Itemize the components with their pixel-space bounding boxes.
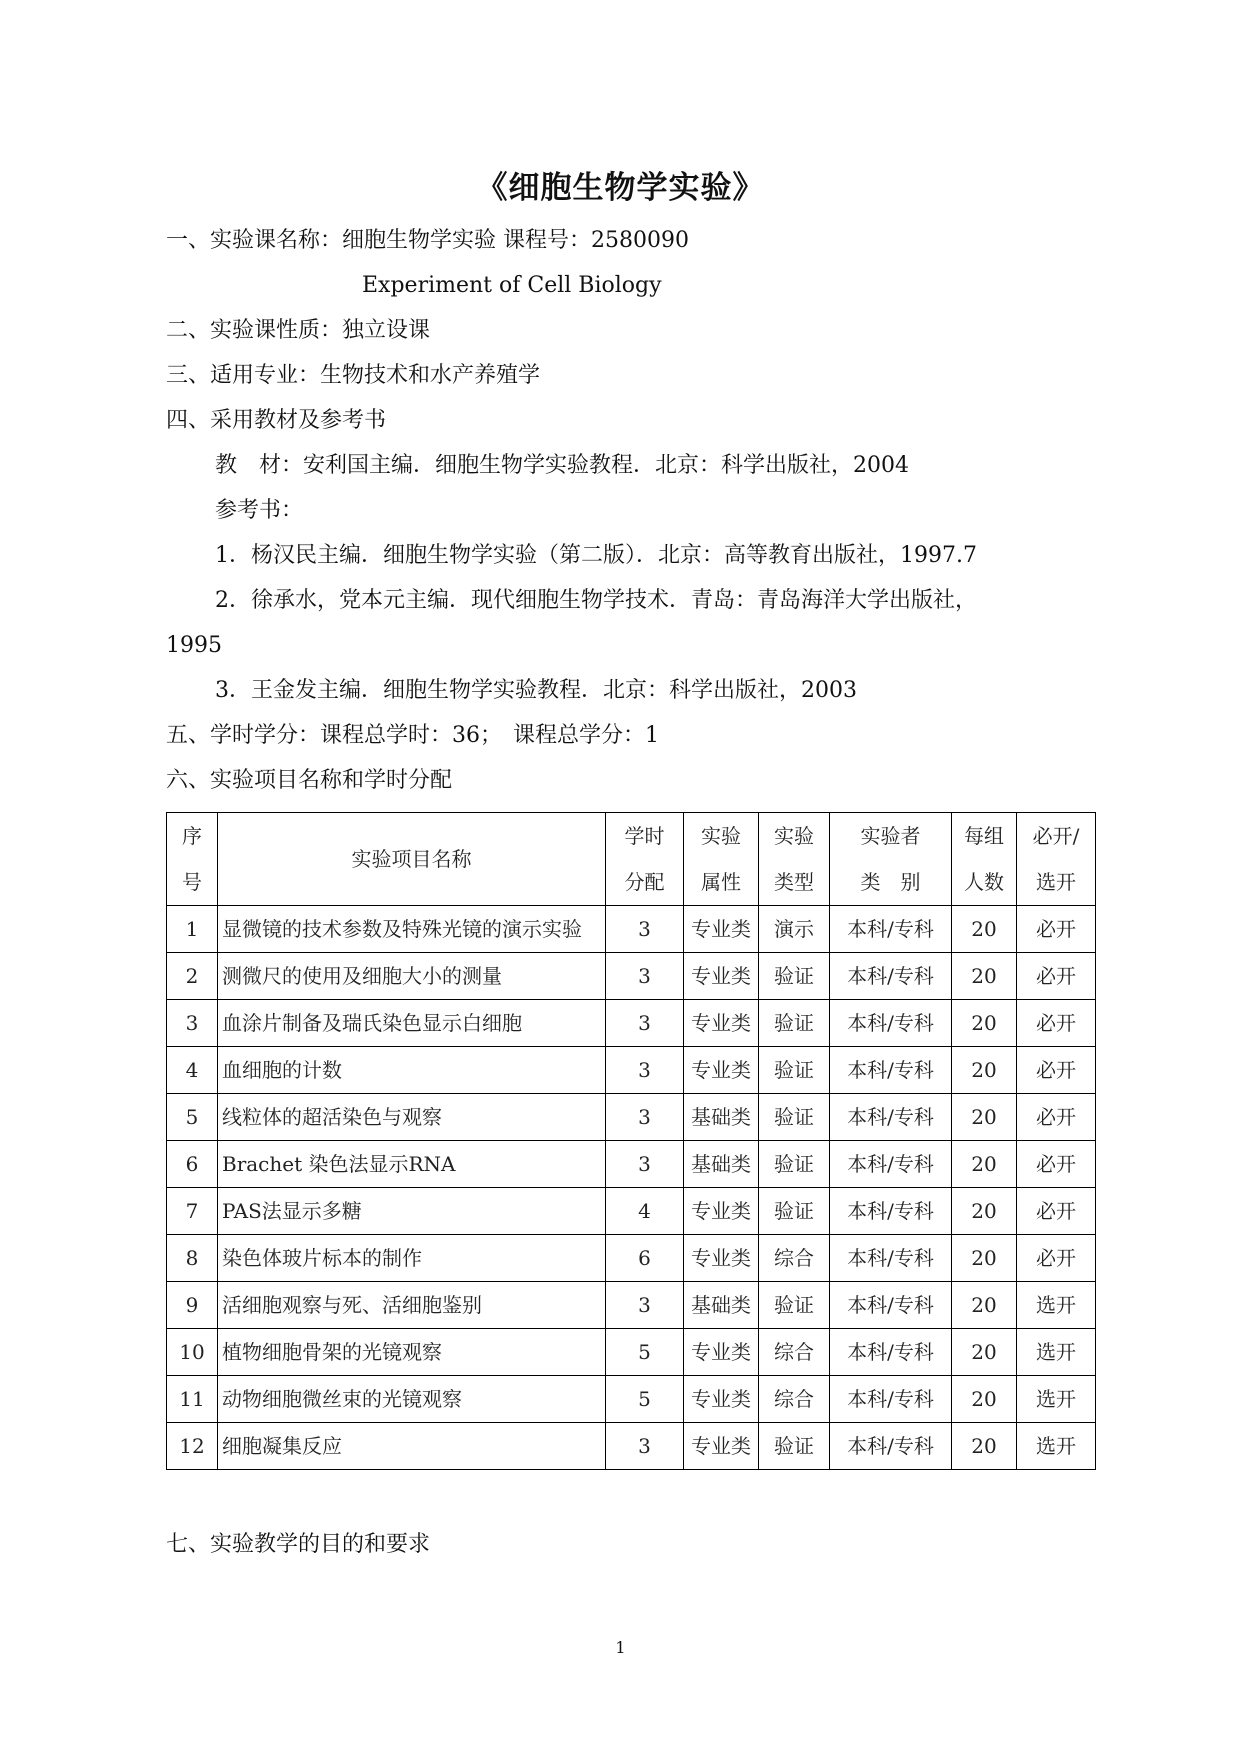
course-code: 2580090 — [591, 228, 690, 253]
cell-hours: 3 — [606, 1094, 684, 1141]
cell-no: 12 — [167, 1423, 218, 1470]
cell-attribute: 基础类 — [684, 1282, 759, 1329]
cell-participants: 本科/专科 — [830, 906, 952, 953]
major-line — [166, 361, 540, 391]
header-no: 序 号 — [167, 813, 218, 906]
header-participants: 实验者 类 别 — [830, 813, 952, 906]
cell-group-size: 20 — [952, 1282, 1017, 1329]
cell-attribute: 专业类 — [684, 906, 759, 953]
cell-no: 11 — [167, 1376, 218, 1423]
table-row — [167, 1000, 1096, 1047]
table-row — [167, 953, 1096, 1000]
cell-required: 必开 — [1017, 906, 1096, 953]
cell-hours: 3 — [606, 1282, 684, 1329]
cell-hours: 3 — [606, 953, 684, 1000]
cell-type: 验证 — [759, 1000, 830, 1047]
course-nature-label: 二、实验课性质： — [166, 318, 343, 343]
cell-group-size: 20 — [952, 1000, 1017, 1047]
cell-required: 必开 — [1017, 1141, 1096, 1188]
cell-group-size: 20 — [952, 1188, 1017, 1235]
cell-attribute: 专业类 — [684, 1329, 759, 1376]
cell-type: 演示 — [759, 906, 830, 953]
reference-3: 3．王金发主编．细胞生物学实验教程．北京：科学出版社，2003 — [215, 678, 857, 703]
cell-participants: 本科/专科 — [830, 1047, 952, 1094]
textbook-label: 教 材： — [215, 453, 304, 478]
reference-2-line-1: 2．徐承水，党本元主编．现代细胞生物学技术．青岛：青岛海洋大学出版社， — [215, 588, 977, 613]
table-row — [167, 906, 1096, 953]
credits-line: 五、学时学分：课程总学时：36； 课程总学分：1 — [166, 723, 659, 748]
cell-name: Brachet 染色法显示RNA — [218, 1141, 606, 1188]
cell-participants: 本科/专科 — [830, 1188, 952, 1235]
cell-no: 1 — [167, 906, 218, 953]
table-row — [167, 1141, 1096, 1188]
table-heading: 六、实验项目名称和学时分配 — [166, 768, 453, 793]
cell-type: 验证 — [759, 1282, 830, 1329]
cell-hours: 3 — [606, 1423, 684, 1470]
cell-no: 10 — [167, 1329, 218, 1376]
cell-participants: 本科/专科 — [830, 1141, 952, 1188]
table-row — [167, 1329, 1096, 1376]
cell-participants: 本科/专科 — [830, 1094, 952, 1141]
cell-name: 血涂片制备及瑞氏染色显示白细胞 — [218, 1000, 606, 1047]
cell-hours: 4 — [606, 1188, 684, 1235]
cell-group-size: 20 — [952, 1423, 1017, 1470]
cell-no: 9 — [167, 1282, 218, 1329]
cell-name: 测微尺的使用及细胞大小的测量 — [218, 953, 606, 1000]
cell-attribute: 专业类 — [684, 1376, 759, 1423]
table-row — [167, 1188, 1096, 1235]
cell-type: 验证 — [759, 1047, 830, 1094]
table-row — [167, 1376, 1096, 1423]
cell-hours: 5 — [606, 1329, 684, 1376]
page-number: 1 — [615, 1638, 626, 1657]
cell-group-size: 20 — [952, 1047, 1017, 1094]
cell-group-size: 20 — [952, 1329, 1017, 1376]
cell-required: 选开 — [1017, 1282, 1096, 1329]
textbook-heading: 四、采用教材及参考书 — [166, 408, 387, 433]
header-attribute: 实验 属性 — [684, 813, 759, 906]
header-name: 实验项目名称 — [218, 813, 606, 906]
course-name-cn: 细胞生物学实验 — [342, 228, 497, 253]
cell-name: 动物细胞微丝束的光镜观察 — [218, 1376, 606, 1423]
cell-participants: 本科/专科 — [830, 1376, 952, 1423]
reference-2-line-2: 1995 — [166, 633, 222, 658]
cell-no: 3 — [167, 1000, 218, 1047]
cell-name: 线粒体的超活染色与观察 — [218, 1094, 606, 1141]
course-name-label: 一、实验课名称： — [166, 228, 343, 253]
cell-attribute: 基础类 — [684, 1141, 759, 1188]
cell-attribute: 基础类 — [684, 1094, 759, 1141]
cell-no: 6 — [167, 1141, 218, 1188]
cell-type: 验证 — [759, 1141, 830, 1188]
major-label: 三、适用专业： — [166, 363, 321, 388]
cell-hours: 6 — [606, 1235, 684, 1282]
cell-group-size: 20 — [952, 906, 1017, 953]
cell-group-size: 20 — [952, 1235, 1017, 1282]
cell-participants: 本科/专科 — [830, 1329, 952, 1376]
cell-no: 4 — [167, 1047, 218, 1094]
cell-required: 必开 — [1017, 953, 1096, 1000]
cell-attribute: 专业类 — [684, 953, 759, 1000]
cell-type: 验证 — [759, 1188, 830, 1235]
major-value: 生物技术和水产养殖学 — [320, 363, 541, 388]
cell-name: 细胞凝集反应 — [218, 1423, 606, 1470]
cell-required: 选开 — [1017, 1376, 1096, 1423]
cell-attribute: 专业类 — [684, 1000, 759, 1047]
cell-required: 必开 — [1017, 1000, 1096, 1047]
cell-hours: 3 — [606, 1047, 684, 1094]
cell-no: 8 — [167, 1235, 218, 1282]
cell-hours: 5 — [606, 1376, 684, 1423]
cell-group-size: 20 — [952, 1141, 1017, 1188]
cell-required: 必开 — [1017, 1188, 1096, 1235]
cell-no: 7 — [167, 1188, 218, 1235]
cell-no: 5 — [167, 1094, 218, 1141]
course-code-label: 课程号： — [503, 228, 592, 253]
cell-name: 染色体玻片标本的制作 — [218, 1235, 606, 1282]
cell-attribute: 专业类 — [684, 1423, 759, 1470]
cell-name: 显微镜的技术参数及特殊光镜的演示实验 — [218, 906, 606, 953]
table-row — [167, 1094, 1096, 1141]
objectives-heading: 七、实验教学的目的和要求 — [166, 1532, 431, 1557]
cell-name: 活细胞观察与死、活细胞鉴别 — [218, 1282, 606, 1329]
cell-required: 必开 — [1017, 1235, 1096, 1282]
table-row — [167, 1047, 1096, 1094]
header-type: 实验 类型 — [759, 813, 830, 906]
cell-type: 综合 — [759, 1376, 830, 1423]
cell-name: PAS法显示多糖 — [218, 1188, 606, 1235]
table-row — [167, 1282, 1096, 1329]
cell-type: 验证 — [759, 1423, 830, 1470]
table-row — [167, 1235, 1096, 1282]
cell-hours: 3 — [606, 906, 684, 953]
cell-hours: 3 — [606, 1141, 684, 1188]
cell-group-size: 20 — [952, 1376, 1017, 1423]
cell-attribute: 专业类 — [684, 1188, 759, 1235]
cell-participants: 本科/专科 — [830, 1282, 952, 1329]
cell-type: 验证 — [759, 953, 830, 1000]
cell-participants: 本科/专科 — [830, 1235, 952, 1282]
textbook-line — [215, 451, 909, 481]
header-group-size: 每组 人数 — [952, 813, 1017, 906]
course-nature-value: 独立设课 — [342, 318, 431, 343]
course-name-line — [166, 226, 689, 256]
document-title: 《细胞生物学实验》 — [476, 170, 765, 206]
cell-type: 综合 — [759, 1235, 830, 1282]
cell-participants: 本科/专科 — [830, 1423, 952, 1470]
cell-required: 选开 — [1017, 1423, 1096, 1470]
cell-required: 必开 — [1017, 1094, 1096, 1141]
cell-attribute: 专业类 — [684, 1047, 759, 1094]
cell-participants: 本科/专科 — [830, 1000, 952, 1047]
cell-group-size: 20 — [952, 953, 1017, 1000]
cell-type: 验证 — [759, 1094, 830, 1141]
reference-1: 1．杨汉民主编．细胞生物学实验（第二版）．北京：高等教育出版社，1997.7 — [215, 543, 977, 568]
cell-name: 植物细胞骨架的光镜观察 — [218, 1329, 606, 1376]
textbook-value: 安利国主编．细胞生物学实验教程．北京：科学出版社，2004 — [303, 453, 910, 478]
table-row — [167, 1423, 1096, 1470]
cell-required: 必开 — [1017, 1047, 1096, 1094]
header-required: 必开/ 选开 — [1017, 813, 1096, 906]
cell-hours: 3 — [606, 1000, 684, 1047]
cell-no: 2 — [167, 953, 218, 1000]
cell-group-size: 20 — [952, 1094, 1017, 1141]
table-header-row — [167, 813, 1096, 906]
experiment-table — [166, 812, 1096, 1470]
cell-participants: 本科/专科 — [830, 953, 952, 1000]
cell-required: 选开 — [1017, 1329, 1096, 1376]
cell-name: 血细胞的计数 — [218, 1047, 606, 1094]
cell-attribute: 专业类 — [684, 1235, 759, 1282]
header-hours: 学时 分配 — [606, 813, 684, 906]
cell-type: 综合 — [759, 1329, 830, 1376]
references-label: 参考书： — [215, 498, 304, 523]
course-name-en: Experiment of Cell Biology — [362, 273, 662, 298]
course-nature-line — [166, 316, 430, 346]
